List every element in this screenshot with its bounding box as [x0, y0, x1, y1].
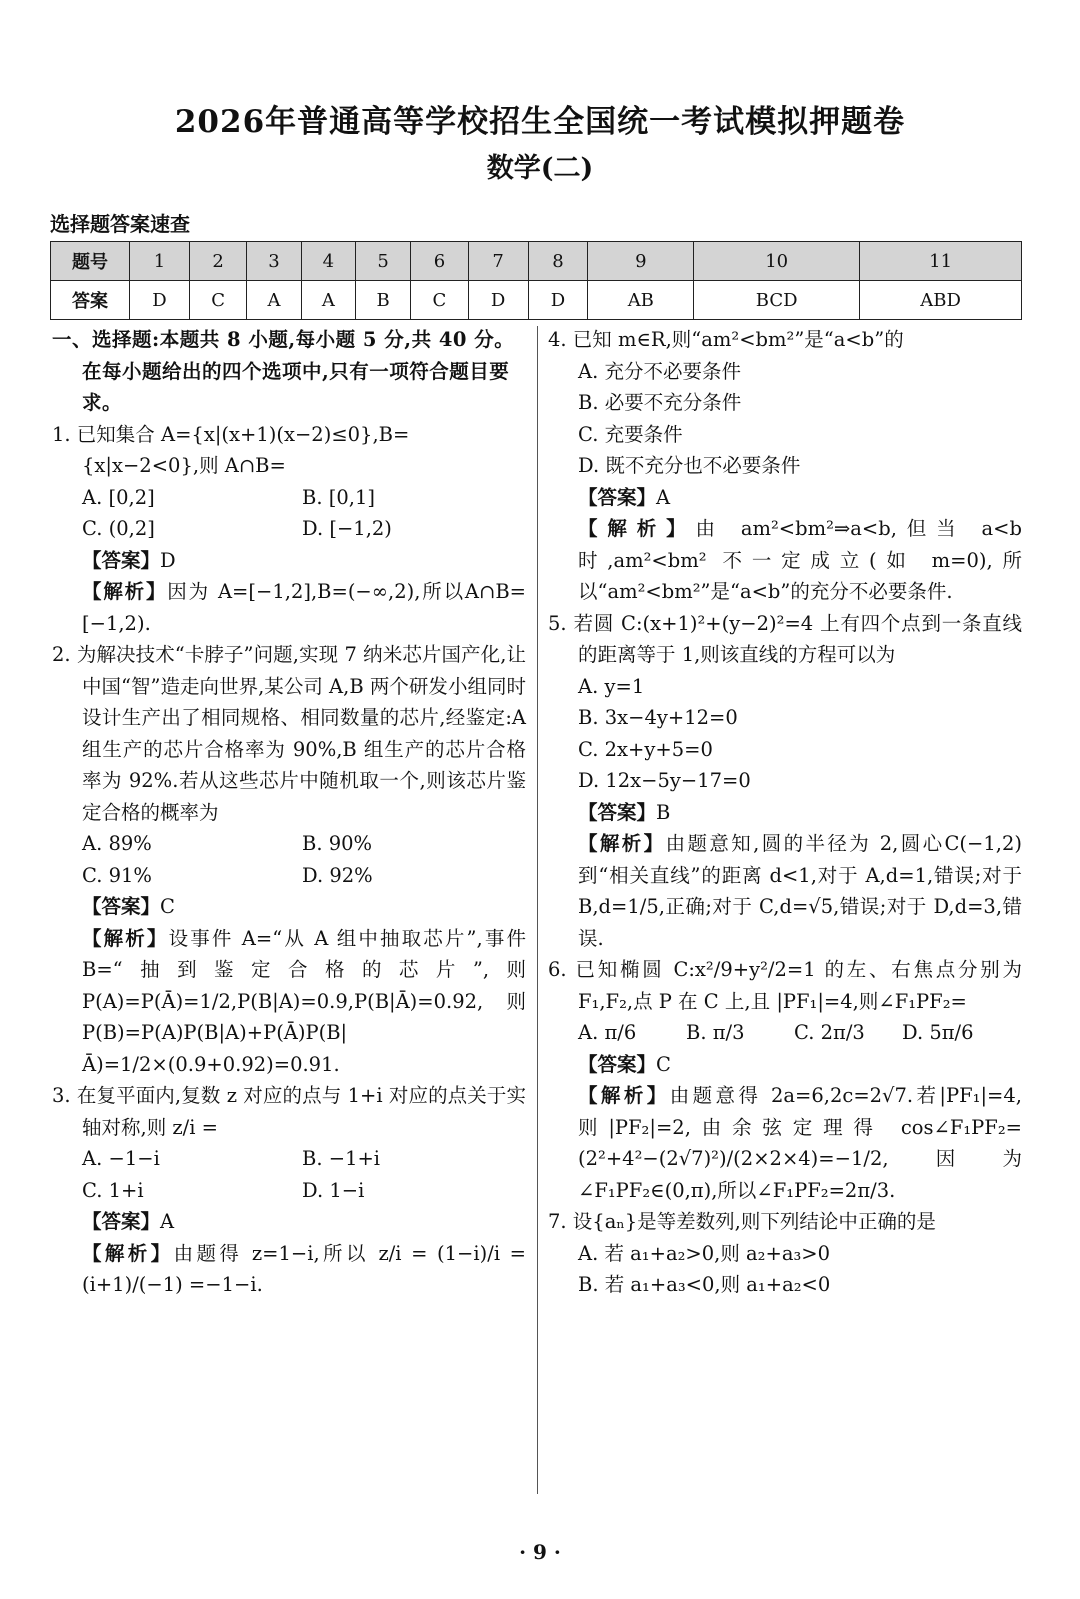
answer-tag: 【答案】	[82, 548, 161, 572]
options-row	[52, 860, 526, 892]
row-label-number: 题号	[51, 242, 130, 281]
table-cell: BCD	[694, 281, 860, 320]
answer-tag: 【答案】	[82, 1210, 161, 1233]
answer-line	[548, 482, 1022, 514]
analysis-line	[548, 828, 1022, 954]
table-cell: 9	[588, 242, 694, 281]
right-column	[548, 324, 1022, 1301]
analysis-tag: 【解析】	[82, 1241, 174, 1265]
table-cell: 2	[189, 242, 246, 281]
analysis-line	[548, 513, 1022, 608]
option-a: A. π/6	[578, 1021, 637, 1044]
options-row	[548, 1017, 1022, 1049]
question-7	[548, 1206, 1022, 1301]
option-b: B. 若 a₁+a₃<0,则 a₁+a₂<0	[578, 1273, 831, 1296]
question-2	[52, 639, 526, 1080]
table-cell: 10	[694, 242, 860, 281]
answer-table	[50, 241, 1022, 320]
question-stem: 5. 若圆 C:(x+1)²+(y−2)²=4 上有四个点到一条直线的距离等于 1,则该直线的方程可以为	[548, 611, 1022, 666]
question-stem: 2. 为解决技术“卡脖子”问题,实现 7 纳米芯片国产化,让中国“智”造走向世界,某公司 A,B 两个研发小组同时设计生产出了相同规格、相同数量的芯片,经鉴定:A 组生产的芯片合格率为 90%,B 组生产的芯片合格率为 92%.若从这些芯片中随机取一个,则该芯片鉴定合格的概率为	[52, 643, 526, 824]
analysis-line	[548, 1080, 1022, 1206]
option-b: B. π/3	[686, 1021, 745, 1044]
options-row	[52, 513, 526, 545]
page-number: · 9 ·	[519, 1540, 561, 1564]
option-a: A. [0,2]	[82, 485, 155, 509]
option-a: A. 充分不必要条件	[578, 359, 741, 383]
option-d: D. 1−i	[302, 1178, 365, 1202]
table-cell: 4	[301, 242, 355, 281]
analysis-tag: 【解析】	[578, 832, 666, 855]
answer-tag: 【答案】	[578, 1052, 657, 1076]
analysis-line	[52, 1238, 526, 1301]
option-d: D. [−1,2)	[302, 517, 392, 540]
option-d: D. 5π/6	[902, 1021, 974, 1044]
answer-tag: 【答案】	[578, 800, 657, 824]
option-c: C. 2x+y+5=0	[578, 737, 713, 761]
table-cell: 1	[130, 242, 190, 281]
options-row	[52, 828, 526, 860]
table-cell: AB	[588, 281, 694, 320]
table-cell: 7	[468, 242, 528, 281]
option-a: A. y=1	[578, 674, 645, 698]
question-5	[548, 608, 1022, 955]
options-row	[52, 1143, 526, 1175]
analysis-tag: 【解析】	[578, 1084, 670, 1107]
option-b: B. [0,1]	[302, 485, 375, 509]
analysis-tag: 【解析】	[82, 580, 168, 603]
answer-value: B	[656, 800, 671, 824]
question-4	[548, 324, 1022, 608]
answer-line	[52, 1206, 526, 1238]
table-cell: 6	[411, 242, 468, 281]
answer-value: A	[160, 1210, 175, 1233]
question-stem: 6. 已知椭圆 C:x²/9+y²/2=1 的左、右焦点分别为 F₁,F₂,点 P 在 C 上,且 |PF₁|=4,则∠F₁PF₂=	[548, 958, 1022, 1013]
option-d: D. 既不充分也不必要条件	[578, 454, 801, 477]
question-3	[52, 1080, 526, 1301]
table-cell: A	[247, 281, 301, 320]
table-cell: 11	[860, 242, 1022, 281]
answer-line	[52, 545, 526, 577]
question-stem: 3. 在复平面内,复数 z 对应的点与 1+i 对应的点关于实轴对称,则 z/i =	[52, 1084, 526, 1139]
answer-tag: 【答案】	[82, 895, 161, 918]
table-cell: 5	[355, 242, 410, 281]
quick-check-label: 选择题答案速查	[50, 212, 190, 236]
analysis-tag: 【解析】	[82, 926, 169, 950]
question-stem: 1. 已知集合 A={x|(x+1)(x−2)≤0},B={x|x−2<0},则 A∩B=	[52, 422, 410, 477]
left-column	[52, 324, 526, 1301]
analysis-tag: 【解析】	[578, 517, 696, 540]
analysis-line	[52, 576, 526, 639]
page-title: 2026年普通高等学校招生全国统一考试模拟押题卷	[174, 104, 906, 140]
answer-line	[548, 1049, 1022, 1081]
question-stem: 4. 已知 m∈R,则“am²<bm²”是“a<b”的	[548, 328, 904, 351]
option-a: A. 若 a₁+a₂>0,则 a₂+a₃>0	[578, 1241, 831, 1265]
table-cell: C	[411, 281, 468, 320]
question-stem: 7. 设{aₙ}是等差数列,则下列结论中正确的是	[548, 1210, 936, 1233]
answer-table-number-row	[51, 242, 1022, 281]
analysis-text: 由题意得 2a=6,2c=2√7.若|PF₁|=4,则|PF₂|=2,由余弦定理得 cos∠F₁PF₂=(2²+4²−(2√7)²)/(2×2×4)=−1/2,因为∠F₁PF₂∈(0,π),所以∠F₁PF₂=2π/3.	[578, 1084, 1022, 1202]
table-cell: D	[468, 281, 528, 320]
option-d: D. 12x−5y−17=0	[578, 769, 751, 792]
table-cell: C	[189, 281, 246, 320]
answer-line	[548, 797, 1022, 829]
table-cell: 8	[528, 242, 588, 281]
answer-value: C	[160, 895, 175, 918]
analysis-text: 由 am²<bm²⇒a<b,但当 a<b 时,am²<bm² 不一定成立(如 m=0),所以“am²<bm²”是“a<b”的充分不必要条件.	[578, 517, 1022, 603]
options-row	[52, 482, 526, 514]
options-row	[52, 1175, 526, 1207]
option-c: C. 91%	[82, 863, 152, 887]
answer-value: D	[160, 548, 176, 572]
option-b: B. 3x−4y+12=0	[578, 706, 738, 729]
table-cell: D	[528, 281, 588, 320]
table-cell: B	[355, 281, 410, 320]
analysis-line	[52, 923, 526, 1081]
question-1	[52, 419, 526, 640]
option-b: B. −1+i	[302, 1147, 381, 1170]
table-cell: A	[301, 281, 355, 320]
answer-value: A	[656, 485, 671, 509]
answer-line	[52, 891, 526, 923]
table-cell: 3	[247, 242, 301, 281]
section-heading: 一、选择题:本题共 8 小题,每小题 5 分,共 40 分。在每小题给出的四个选项中,只有一项符合题目要求。	[52, 328, 515, 414]
analysis-text: 设事件 A=“从 A 组中抽取芯片”,事件 B=“抽到鉴定合格的芯片”,则 P(A)=P(Ā)=1/2,P(B|A)=0.9,P(B|Ā)=0.92,则 P(B)=P(A)P(B|A)+P(Ā)P(B|Ā)=1/2×(0.9+0.92)=0.91.	[82, 926, 526, 1076]
option-d: D. 92%	[302, 863, 373, 887]
option-b: B. 90%	[302, 832, 373, 855]
analysis-text: 由题得 z=1−i,所以 z/i = (1−i)/i = (i+1)/(−1) =−1−i.	[82, 1241, 526, 1296]
column-divider	[537, 326, 538, 1494]
table-cell: D	[130, 281, 190, 320]
page-subtitle: 数学(二)	[486, 153, 594, 184]
answer-tag: 【答案】	[578, 485, 657, 509]
analysis-text: 由题意知,圆的半径为 2,圆心C(−1,2)到“相关直线”的距离 d<1,对于 A,d=1,错误;对于 B,d=1/5,正确;对于 C,d=√5,错误;对于 D,d=3,错误.	[578, 832, 1022, 950]
option-a: A. −1−i	[82, 1147, 160, 1170]
option-c: C. 充要条件	[578, 422, 683, 446]
table-cell: ABD	[860, 281, 1022, 320]
option-c: C. 1+i	[82, 1178, 144, 1202]
option-b: B. 必要不充分条件	[578, 391, 742, 414]
option-a: A. 89%	[82, 832, 152, 855]
answer-table-answer-row	[51, 281, 1022, 320]
option-c: C. 2π/3	[794, 1021, 865, 1044]
question-6	[548, 954, 1022, 1206]
answer-value: C	[656, 1052, 671, 1076]
option-c: C. (0,2]	[82, 517, 155, 540]
analysis-text: 因为 A=[−1,2],B=(−∞,2),所以A∩B=[−1,2).	[82, 580, 526, 635]
row-label-answer: 答案	[51, 281, 130, 320]
